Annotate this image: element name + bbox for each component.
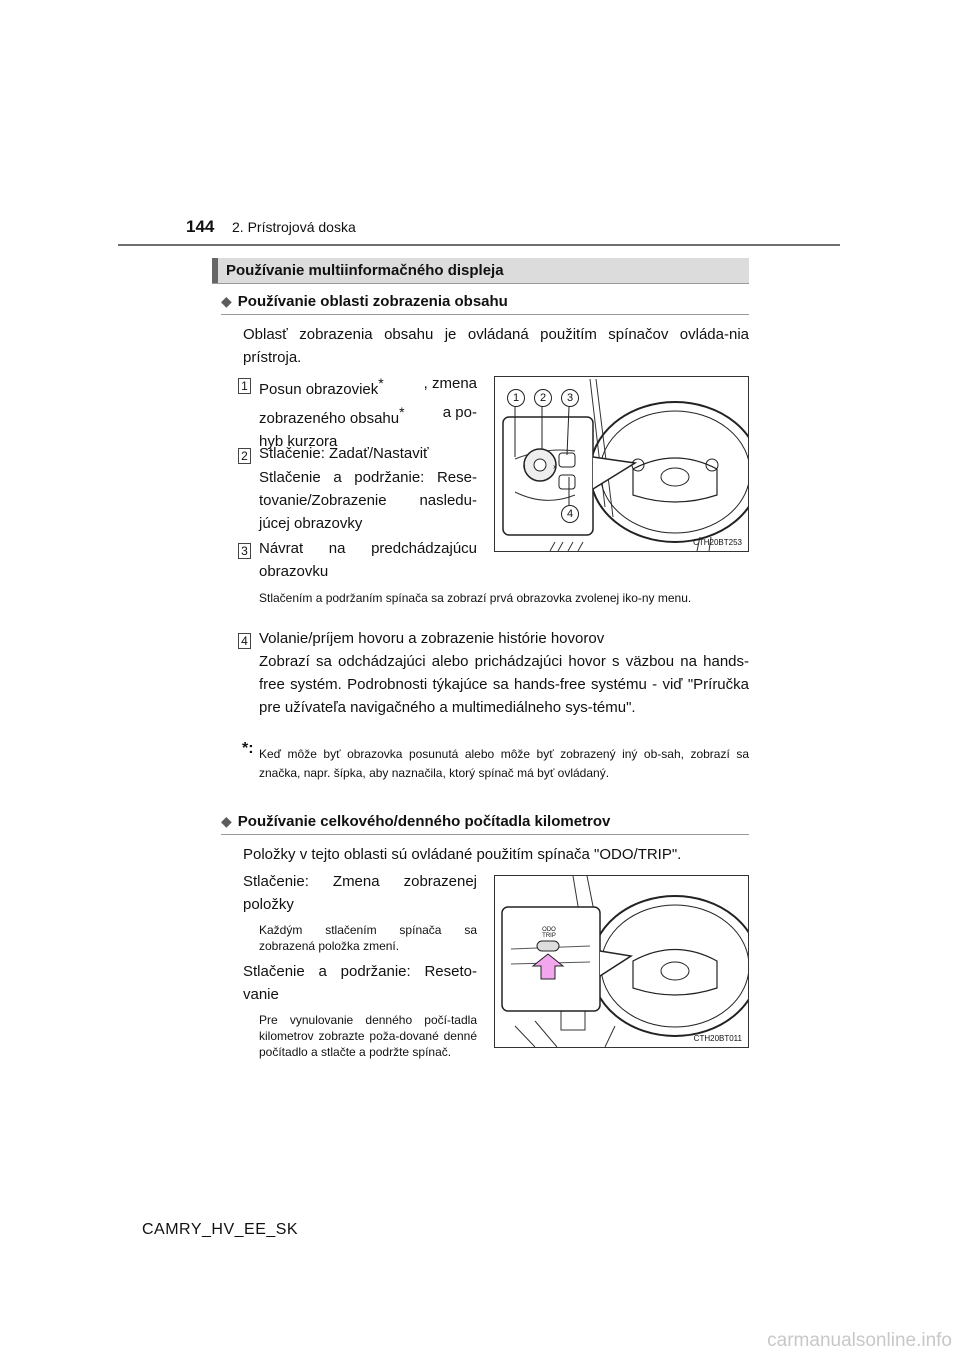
odo-hold-note: Pre vynulovanie denného počí-tadla kilometrov zobrazte poža-dované denné počítadlo a stlačte a podržte spínač. (259, 1013, 477, 1059)
content-area-heading-text: Používanie oblasti zobrazenia obsahu (237, 293, 508, 310)
callout-4: 4 (561, 505, 579, 523)
odo-trip-figure (494, 875, 749, 1048)
steering-switch-figure (494, 376, 749, 552)
subheading-divider (221, 834, 749, 835)
chapter-title: 2. Prístrojová doska (232, 219, 356, 235)
page-number: 144 (186, 217, 215, 236)
diamond-bullet-icon: ◆ (221, 293, 232, 309)
item-number-badge: 1 (238, 378, 251, 394)
item-number-badge: 3 (238, 543, 251, 559)
item-4-title: Volanie/príjem hovoru a zobrazenie histórie hovorov (259, 630, 605, 647)
watermark: carmanualsonline.info (767, 1330, 952, 1351)
odo-trip-switch-label: ODO TRIP (542, 927, 556, 939)
content-area-heading (221, 293, 508, 310)
odo-press-note: Každým stlačením spínača sa zobrazená položka zmení. (259, 923, 477, 953)
content-area-intro: Oblasť zobrazenia obsahu je ovládaná použitím spínačov ovláda-nia prístroja. (243, 326, 749, 366)
odo-trip-illustration (495, 876, 748, 1047)
callout-3: 3 (561, 389, 579, 407)
manual-code: CAMRY_HV_EE_SK (142, 1221, 299, 1238)
callout-1: 1 (507, 389, 525, 407)
diamond-bullet-icon: ◆ (221, 813, 232, 829)
item-3-text: Návrat na predchádzajúcu obrazovku (259, 540, 477, 580)
svg-text:‹: ‹ (523, 462, 526, 471)
item-1-text: Posun obrazoviek* , zmena zobrazeného obsahu* a po- hyb kurzora (259, 375, 477, 450)
footnote-mark: *: (242, 740, 254, 757)
header-divider (118, 244, 840, 246)
item-number-badge: 2 (238, 448, 251, 464)
content-area-note: Stlačením a podržaním spínača sa zobrazí prvá obrazovka zvolenej iko-ny menu. (259, 591, 692, 605)
callout-2: 2 (534, 389, 552, 407)
section-banner (212, 258, 749, 284)
odo-intro: Položky v tejto oblasti sú ovládané použitím spínača "ODO/TRIP". (243, 846, 682, 863)
item-2-text-b: Stlačenie a podržanie: Rese-tovanie/Zobrazenie nasledu-júcej obrazovky (259, 469, 477, 532)
figure-code: CTH20BT253 (693, 538, 742, 547)
section-title: Používanie multiinformačného displeja (226, 262, 504, 279)
item-number-badge: 4 (238, 633, 251, 649)
item-4-text: Zobrazí sa odchádzajúci alebo prichádzajúci hovor s väzbou na hands-free systém. Podrobnosti týkajúce sa hands-free systému - viď "Príručka pre užívateľa navigačného a multimediálneho sys-tému". (259, 653, 749, 716)
subheading-divider (221, 314, 749, 315)
svg-text:›: › (553, 462, 556, 471)
odo-hold: Stlačenie a podržanie: Reseto-vanie (243, 963, 477, 1003)
odo-heading (221, 813, 610, 830)
footnote-text: Keď môže byť obrazovka posunutá alebo môže byť zobrazený iný ob-sah, zobrazí sa značka, napr. šípka, aby naznačila, ktorý spínač má byť ovládaný. (259, 747, 749, 780)
section-banner-accent (212, 258, 218, 283)
odo-heading-text: Používanie celkového/denného počítadla kilometrov (237, 813, 611, 830)
steering-wheel-illustration (495, 377, 748, 551)
item-2-text-a: Stlačenie: Zadať/Nastaviť (259, 445, 429, 462)
figure-code: CTH20BT011 (693, 1034, 742, 1043)
odo-press: Stlačenie: Zmena zobrazenej položky (243, 873, 477, 913)
